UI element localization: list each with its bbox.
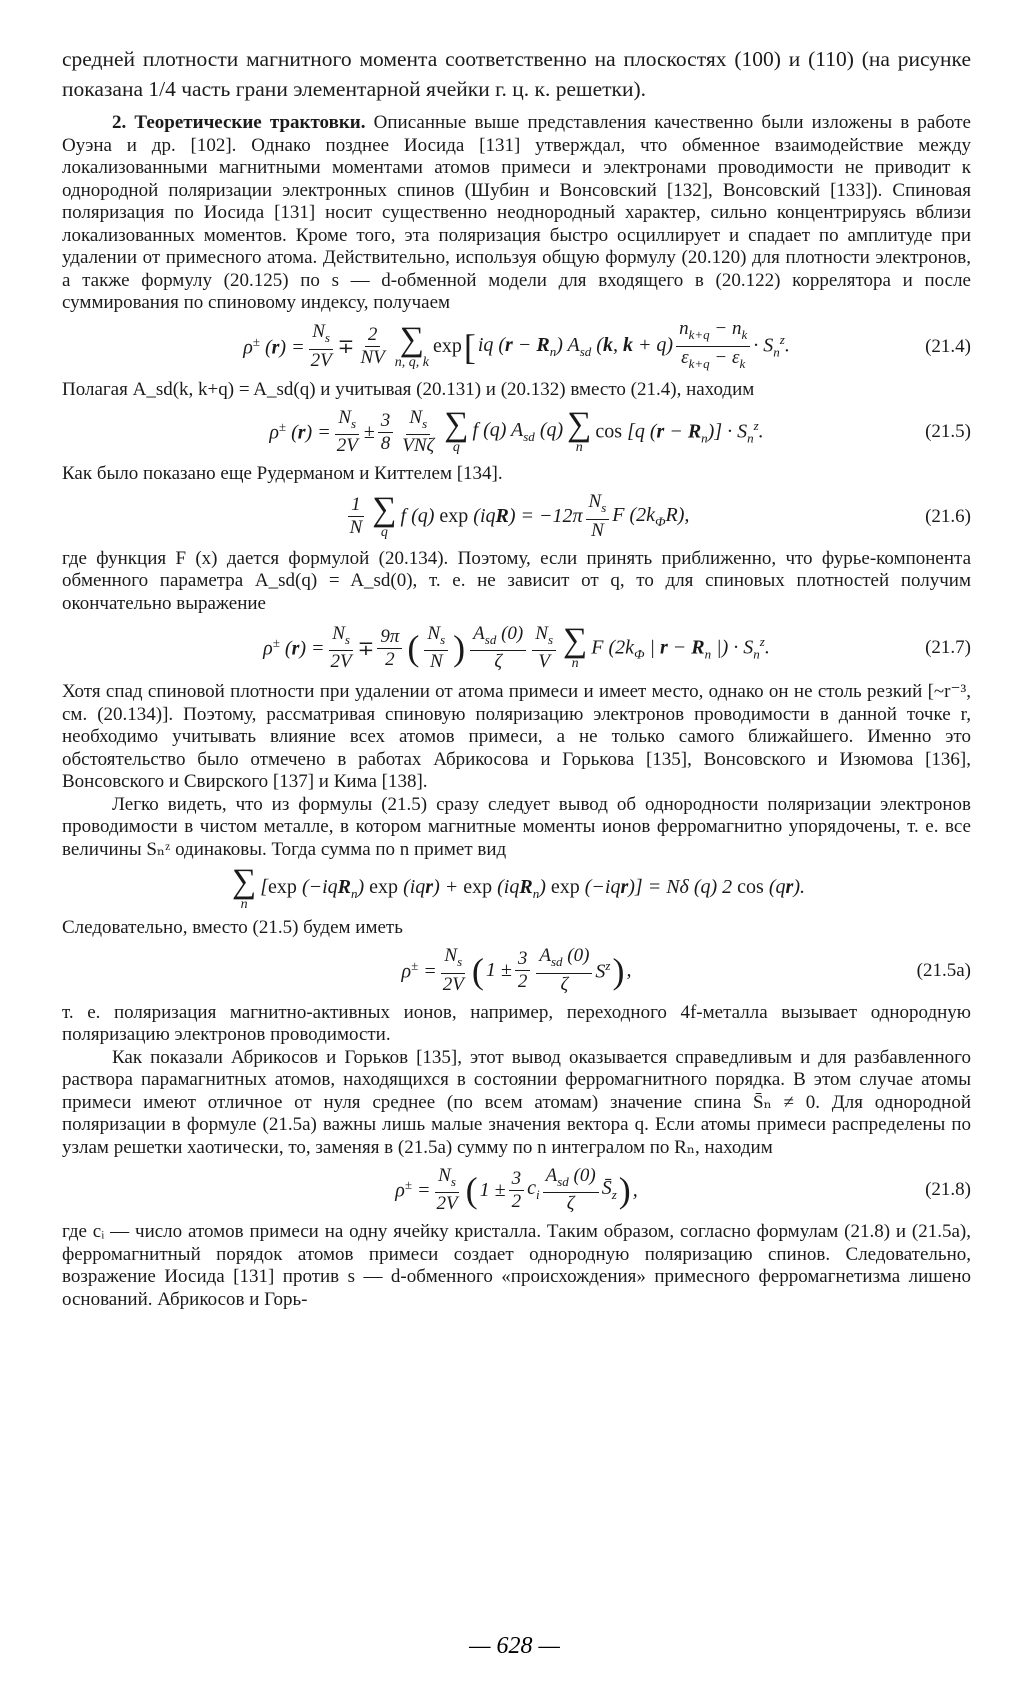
equation-21-4: ρ± (r) = $\frac{N_s}{2V}$ ∓ $\frac{2}{NV}$ ∑ n, q, k exp [ iq $(r - R_n)$ $A_{sd}$ (k, k + q) $\frac{n_{k+q} - n_k}{\varepsilon_{k+q} - \varepsilon_k}$ · $S_n^z$. (21.4)	[243, 318, 971, 371]
paragraph-function: где функция F (x) дается формулой (20.134). Поэтому, если принять приближенно, что фурье-компонента обменного параметра A_sd(q) = A_sd(0), т. е. не зависит от q, то для спиновых плотностей получим окончательно выражение	[62, 547, 971, 614]
equation-21-5a: ρ± = $\frac{N_s}{2V}$ ( 1 ± $\frac{3}{2}$ $\frac{A_{sd} (0)}{\zeta}$ $S^z$ ) , (21.5a)	[401, 945, 971, 995]
paragraph-uniform: Легко видеть, что из формулы (21.5) сразу следует вывод об однородности поляризации электронов проводимости в чистом металле, в котором магнитные моменты ионов ферромагнитно упорядочены, т. е. все величины Sₙᶻ одинаковы. Тогда сумма по n примет вид	[62, 793, 971, 860]
equation-21-8: ρ± = $\frac{N_s}{2V}$ ( 1 ± $\frac{3}{2}$ $c_i$ $\frac{A_{sd} (0)}{\zeta}$ $S̄_z$ ) , (21.8)	[395, 1164, 971, 1215]
equation-number: (21.5)	[925, 421, 971, 442]
paragraph-decay: Хотя спад спиновой плотности при удалении от атома примеси и имеет место, однако он не столь резкий [~r⁻³, см. (20.134)]. Поэтому, рассматривая спиновую поляризацию электронов проводимости в данной точке r, необходимо учитывать влияние всех атомов примеси, а не только самого ближайшего. Именно это обстоятельство было отмечено в работах Абрикосова и Горькова [135], Вонсовского и Изюмова [136], Вонсовского и Свирского [137] и Кима [138].	[62, 681, 971, 792]
equation-21-7: ρ± (r) = $\frac{N_s}{2V}$ ∓ $\frac{9\pi}{2}$ ( $\frac{N_s}{N}$ ) $\frac{A_{sd} (0)}{\zeta}$ $\frac{N_s}{V}$ ∑ n F ($2k_Ф$ | $r - R_n$ |) · $S_n^z$. (21.7)	[263, 622, 971, 673]
paragraph-abrikosov: Как показали Абрикосов и Горьков [135], этот вывод оказывается справедливым и для разбавленного раствора парамагнитных атомов, находящихся в состоянии ферромагнитного порядка. В этом случае атомы примеси имеют отличное от нуля среднее (по всем атомам) значение спина S̄ₙ ≠ 0. Для однородной поляризации в формуле (21.5а) важны лишь малые значения вектора q. Если атомы примеси распределены по узлам решетки хаотически, то, заменяя в (21.5а) сумму по n интегралом по Rₙ, находим	[62, 1046, 971, 1158]
equation-21-5: ρ± (r) = $\frac{N_s}{2V}$ ± $\frac{3}{8}$ $\frac{N_s}{\text{VNζ}}$ ∑ q f (q) $A_{sd}$ (q) ∑ n cos [q $(r - R_n)] \cdot S_n^z$. (21.5)	[269, 406, 971, 457]
equation-number: (21.7)	[925, 637, 971, 658]
equation-number: (21.5a)	[916, 959, 971, 981]
paragraph-theory	[62, 112, 971, 315]
paragraph-theory-text: Описанные выше представления качественно были изложены в работе Оуэна и др. [102]. Однако позднее Иосида [131] утверждал, что обменное взаимодействие между локализованными магнитными моментами атомов примеси и электронами проводимости не приводит к однородной поляризации электронных спинов (Шубин и Вонсовский [132], Вонсовский [133]). Спиновая поляризация по Иосида [131] носит существенно неоднородный характер, сильно концентрируясь вблизи локализованных моментов. Кроме того, эта поляризация быстро осциллирует и спадает по амплитуде при удалении от примесного атома. Действительно, используя общую формулу (20.120) для плотности электронов, а также формулу (20.125) по s — d-обменной модели для входящего в (20.122) коррелятора и после суммирования по спиновому индексу, получаем	[62, 112, 971, 313]
equation-sum-n: ∑ n [exp (−iqR$_n$) exp (iqr) + exp (iqR$_n$) exp (−iqr)] = Nδ (q) 2 cos (qr).	[232, 863, 805, 912]
equation-number: (21.4)	[925, 335, 971, 357]
paragraph-conclusion: где cᵢ — число атомов примеси на одну ячейку кристалла. Таким образом, согласно формулам (21.8) и (21.5а), ферромагнитный порядок атомов примеси создает однородную поляризацию спинов. Следовательно, возражение Иосида [131] против s — d-обменного «происхождения» примесного ферромагнетизма лишено оснований. Абрикосов и Горь-	[62, 1221, 971, 1310]
equation-number: (21.6)	[925, 505, 971, 527]
paragraph-polarization: т. е. поляризация магнитно-активных ионов, например, переходного 4f-металла вызывает однородную поляризацию электронов проводимости.	[62, 1001, 971, 1045]
paragraph-ruderman: Как было показано еще Рудерманом и Киттелем [134].	[62, 463, 503, 484]
paragraph-setting: Полагая A_sd(k, k+q) = A_sd(q) и учитывая (20.131) и (20.132) вместо (21.4), находим	[62, 378, 755, 400]
equation-21-6: $\frac{1}{N}$ ∑ q f (q) exp (iqR) = −12π $\frac{N_s}{N}$ F $(2k_ФR)$, (21.6)	[349, 490, 971, 541]
paragraph-intro: средней плотности магнитного момента соответственно на плоскостях (100) и (110) (на рисунке показана 1/4 часть грани элементарной ячейки г. ц. к. решетки).	[62, 47, 971, 101]
paragraph-consequently: Следовательно, вместо (21.5) будем иметь	[62, 917, 403, 938]
section-heading: 2. Теоретические трактовки.	[112, 112, 366, 133]
equation-number: (21.8)	[925, 1179, 971, 1200]
page-number: — 628 —	[469, 1633, 560, 1659]
